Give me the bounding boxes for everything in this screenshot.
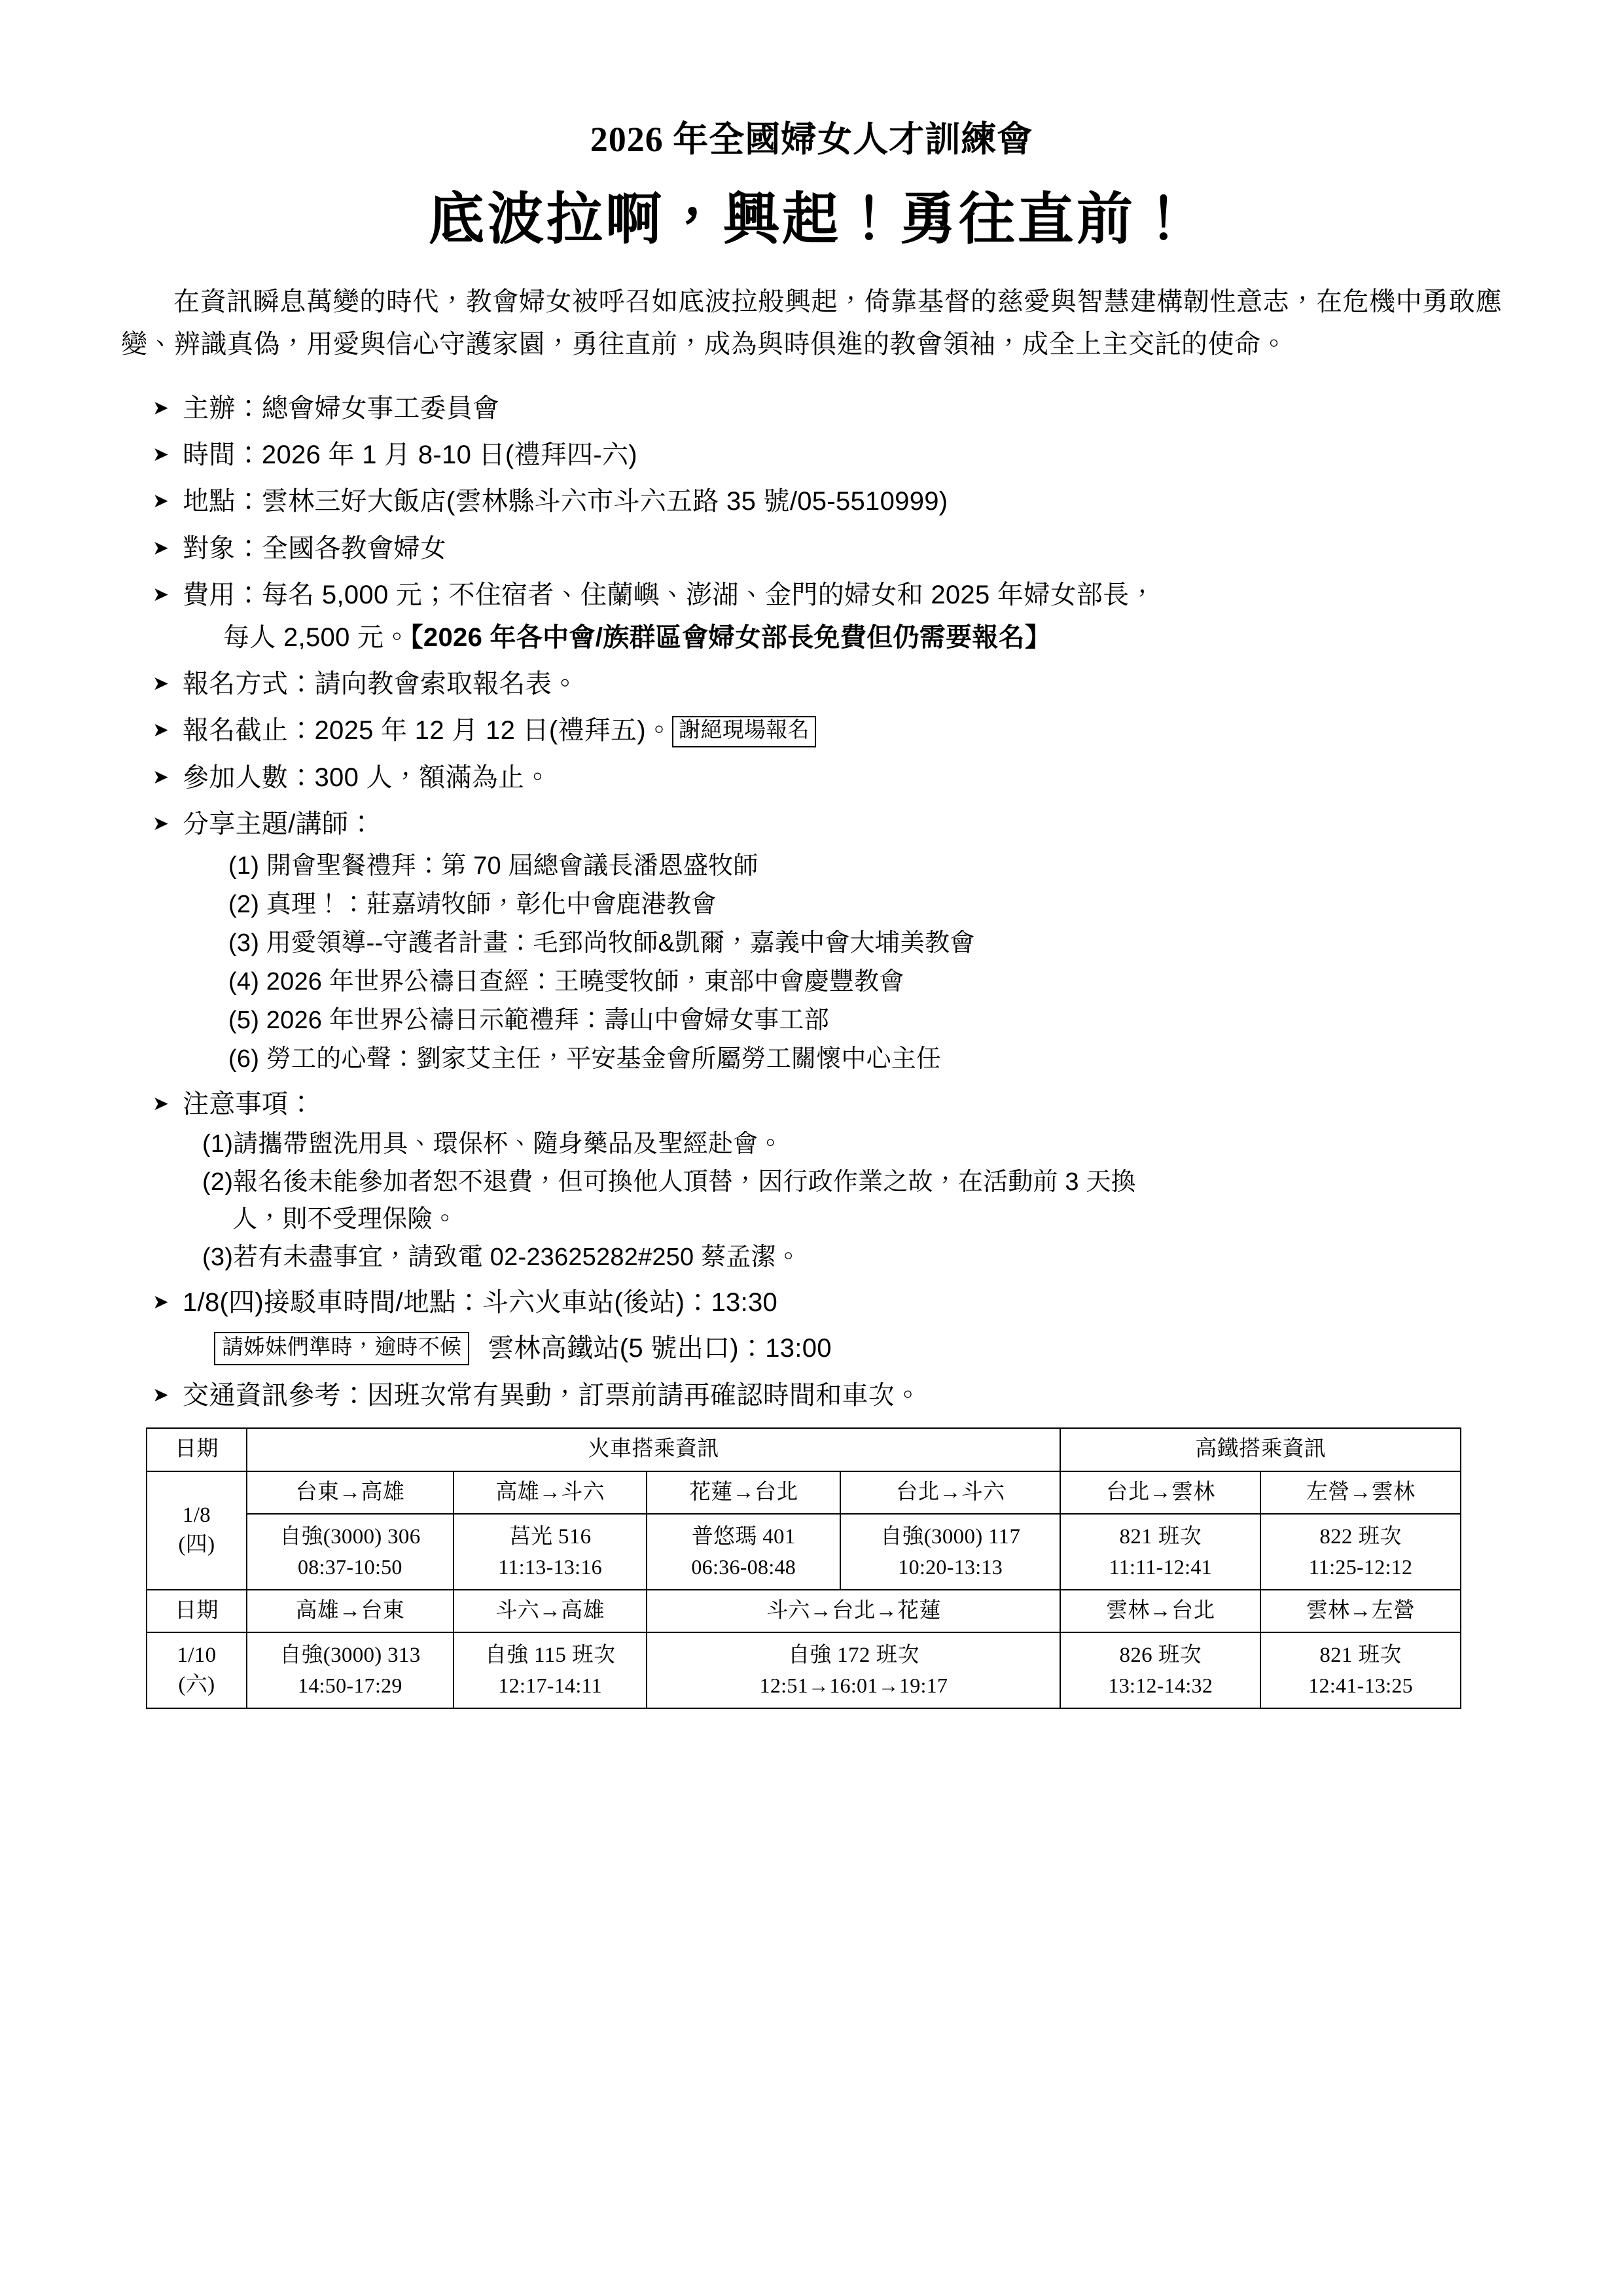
detail-time: ➤ 時間：2026 年 1 月 8-10 日(禮拜四-六) [152, 435, 1502, 475]
route-cell: 高雄→斗六 [454, 1471, 647, 1515]
intro-paragraph: 在資訊瞬息萬變的時代，教會婦女被呼召如底波拉般興起，倚靠基督的慈愛與智慧建構韌性意志，在危機中勇敢應變、辨識真偽，用愛與信心守護家園，勇往直前，成為與時俱進的教會領袖，成全上主交託的使命。 [121, 287, 1502, 359]
topics-list [183, 848, 1502, 1078]
punctuality-badge: 請姊妹們準時，逾時不候 [214, 1332, 469, 1365]
train-cell [840, 1514, 1060, 1590]
topic-item: (1) 開會聖餐禮拜：第 70 屆總會議長潘恩盛牧師 [228, 852, 758, 880]
table-row [147, 1632, 1461, 1708]
hsr-cell [1060, 1632, 1260, 1708]
note-item [202, 1164, 1502, 1238]
row-date-0110-day: 1/10 [177, 1643, 217, 1667]
train-name: 自強(3000) 117 [880, 1525, 1021, 1549]
detail-traffic-note: ➤ 交通資訊參考：因班次常有異動，訂票前請再確認時間和車次。 [152, 1375, 1502, 1416]
document-subtitle: 2026 年全國婦女人才訓練會 [590, 120, 1033, 159]
train-time: 14:50-17:29 [298, 1673, 402, 1697]
row-date-0110-weekday: (六) [178, 1673, 215, 1697]
detail-deadline [152, 710, 1502, 751]
details-list [121, 388, 1502, 1416]
train-time: 06:36-08:48 [691, 1554, 796, 1579]
page-title: 底波拉啊，興起！勇往直前！ [429, 188, 1194, 251]
header-train-group: 火車搭乘資訊 [247, 1428, 1061, 1471]
row-date-0108-day: 1/8 [182, 1503, 211, 1527]
row-date-0110 [147, 1632, 247, 1708]
note-item-line1: (2)報名後未能參加者恕不退費，但可換他人頂替，因行政作業之故，在活動前 3 天換 [202, 1168, 1136, 1196]
train-cell [454, 1632, 647, 1708]
route-cell: 花蓮→台北 [647, 1471, 840, 1515]
hsr-name: 826 班次 [1119, 1643, 1202, 1668]
note-item: (3)若有未盡事宜，請致電 02-23625282#250 蔡孟潔。 [202, 1243, 801, 1271]
train-cell [647, 1632, 1060, 1708]
train-name: 自強(3000) 306 [279, 1525, 421, 1549]
train-name: 自強(3000) 313 [279, 1643, 421, 1668]
header-date-2: 日期 [147, 1590, 247, 1633]
shuttle-hsr-text: 雲林高鐵站(5 號出口)：13:00 [488, 1334, 832, 1363]
route-cell: 台北→雲林 [1060, 1471, 1260, 1515]
hsr-cell [1260, 1514, 1461, 1590]
train-cell [247, 1514, 454, 1590]
train-time: 12:17-14:11 [498, 1673, 602, 1697]
note-item: (1)請攜帶盥洗用具、環保杯、隨身藥品及聖經赴會。 [202, 1130, 783, 1158]
train-name: 莒光 516 [508, 1525, 592, 1549]
train-cell [247, 1632, 454, 1708]
detail-topics [152, 804, 1502, 1077]
train-time: 08:37-10:50 [298, 1554, 402, 1579]
train-name: 自強 172 班次 [788, 1643, 919, 1668]
table-row [147, 1428, 1461, 1471]
topics-label: 分享主題/講師： [183, 810, 375, 839]
hsr-name: 822 班次 [1319, 1525, 1402, 1549]
route-cell: 左營→雲林 [1260, 1471, 1461, 1515]
row-date-0108-weekday: (四) [178, 1533, 215, 1557]
topic-item: (2) 真理！：莊嘉靖牧師，彰化中會鹿港教會 [228, 890, 717, 918]
route-cell: 雲林→台北 [1060, 1590, 1260, 1633]
topic-item: (4) 2026 年世界公禱日查經：王曉雯牧師，東部中會慶豐教會 [228, 967, 904, 996]
hsr-time: 12:41-13:25 [1308, 1673, 1413, 1697]
detail-fee [152, 575, 1502, 658]
row-date-0108 [147, 1471, 247, 1590]
route-cell: 台北→斗六 [840, 1471, 1060, 1515]
train-info-table-wrapper [121, 1427, 1502, 1709]
shuttle-line-2 [183, 1328, 1502, 1369]
notes-label: 注意事項： [183, 1089, 315, 1119]
shuttle-line-1: 1/8(四)接駁車時間/地點：斗六火車站(後站)：13:30 [183, 1287, 778, 1317]
detail-fee-note-bold: 【2026 年各中會/族群區會婦女部長免費但仍需要報名】 [410, 622, 1052, 652]
train-info-table [146, 1427, 1461, 1709]
detail-shuttle [152, 1282, 1502, 1369]
route-cell: 斗六→台北→花蓮 [647, 1590, 1060, 1633]
no-onsite-registration-badge: 謝絕現場報名 [672, 716, 816, 747]
route-cell: 斗六→高雄 [454, 1590, 647, 1633]
note-item-line2: 人，則不受理保險。 [232, 1205, 457, 1233]
detail-notes [152, 1084, 1502, 1276]
detail-place: ➤ 地點：雲林三好大飯店(雲林縣斗六市斗六五路 35 號/05-5510999) [152, 481, 1502, 522]
detail-deadline-text: 報名截止：2025 年 12 月 12 日(禮拜五)。 [183, 716, 673, 745]
train-name: 自強 115 班次 [484, 1643, 616, 1668]
route-cell: 台東→高雄 [247, 1471, 454, 1515]
hsr-cell [1060, 1514, 1260, 1590]
detail-signup-method: ➤ 報名方式：請向教會索取報名表。 [152, 664, 1502, 704]
train-time: 11:13-13:16 [498, 1554, 602, 1579]
topic-item: (5) 2026 年世界公禱日示範禮拜：壽山中會婦女事工部 [228, 1006, 829, 1034]
hsr-time: 11:11-12:41 [1109, 1554, 1212, 1579]
detail-audience: ➤ 對象：全國各教會婦女 [152, 528, 1502, 569]
table-row [147, 1514, 1461, 1590]
topic-item: (3) 用愛領導--守護者計畫：毛郅尚牧師&凱爾，嘉義中會大埔美教會 [228, 929, 975, 957]
detail-organizer: ➤ 主辦：總會婦女事工委員會 [152, 388, 1502, 429]
hsr-name: 821 班次 [1319, 1643, 1402, 1668]
detail-fee-line2-prefix: 每人 2,500 元。 [223, 622, 410, 652]
detail-fee-line2 [183, 617, 1502, 658]
topic-item: (6) 勞工的心聲：劉家艾主任，平安基金會所屬勞工關懷中心主任 [228, 1045, 942, 1073]
route-cell: 高雄→台東 [247, 1590, 454, 1633]
table-row [147, 1590, 1461, 1633]
hsr-time: 11:25-12:12 [1308, 1554, 1413, 1579]
notes-list [183, 1126, 1502, 1276]
header-hsr-group: 高鐵搭乘資訊 [1060, 1428, 1461, 1471]
train-cell [454, 1514, 647, 1590]
detail-fee-line1: 費用：每名 5,000 元；不住宿者、住蘭嶼、澎湖、金門的婦女和 2025 年婦女部長， [183, 581, 1156, 610]
hsr-name: 821 班次 [1119, 1525, 1202, 1549]
table-row [147, 1471, 1461, 1515]
hsr-time: 13:12-14:32 [1108, 1673, 1213, 1697]
train-name: 普悠瑪 401 [691, 1525, 796, 1549]
train-time: 12:51→16:01→19:17 [759, 1673, 948, 1697]
train-time: 10:20-13:13 [898, 1554, 1003, 1579]
train-cell [647, 1514, 840, 1590]
header-date: 日期 [147, 1428, 247, 1471]
hsr-cell [1260, 1632, 1461, 1708]
detail-capacity: ➤ 參加人數：300 人，額滿為止。 [152, 757, 1502, 798]
route-cell: 雲林→左營 [1260, 1590, 1461, 1633]
